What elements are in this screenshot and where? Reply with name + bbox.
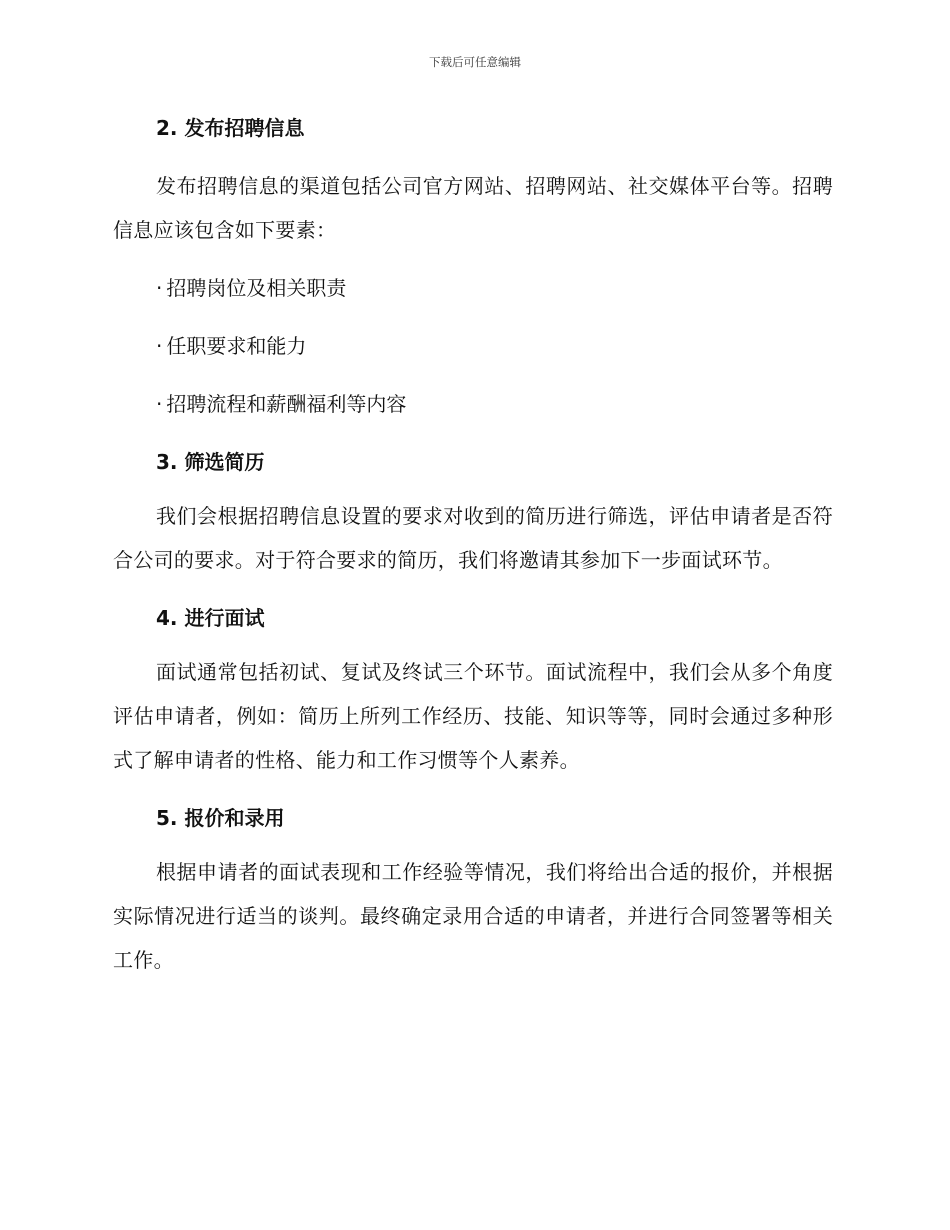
section-heading-publish: 2. 发布招聘信息 bbox=[156, 116, 305, 140]
section-heading-offer: 5. 报价和录用 bbox=[156, 806, 285, 830]
header-note: 下载后可任意编辑 bbox=[429, 55, 521, 69]
bullet-item bbox=[113, 388, 833, 420]
bullet-item bbox=[113, 330, 833, 362]
section-paragraph-offer: 根据申请者的面试表现和工作经验等情况，我们将给出合适的报价，并根据实际情况进行适当的谈判。最终确定录用合适的申请者，并进行合同签署等相关工作。 bbox=[113, 860, 833, 972]
bullet-marker: · bbox=[156, 392, 163, 416]
section-paragraph-screening: 我们会根据招聘信息设置的要求对收到的简历进行筛选，评估申请者是否符合公司的要求。对于符合要求的简历，我们将邀请其参加下一步面试环节。 bbox=[113, 504, 833, 572]
bullet-text: 招聘岗位及相关职责 bbox=[166, 276, 347, 300]
document-body bbox=[113, 112, 833, 982]
bullet-item bbox=[113, 272, 833, 304]
bullet-marker: · bbox=[156, 334, 163, 358]
section-paragraph-publish: 发布招聘信息的渠道包括公司官方网站、招聘网站、社交媒体平台等。招聘信息应该包含如下要素： bbox=[113, 174, 833, 242]
bullet-text: 任职要求和能力 bbox=[166, 334, 307, 358]
section-paragraph-interview: 面试通常包括初试、复试及终试三个环节。面试流程中，我们会从多个角度评估申请者，例如：简历上所列工作经历、技能、知识等等，同时会通过多种形式了解申请者的性格、能力和工作习惯等个人素养。 bbox=[113, 660, 833, 772]
bullet-marker: · bbox=[156, 276, 163, 300]
section-heading-interview: 4. 进行面试 bbox=[156, 606, 265, 630]
section-heading-screening: 3. 筛选简历 bbox=[156, 450, 265, 474]
bullet-text: 招聘流程和薪酬福利等内容 bbox=[166, 392, 407, 416]
